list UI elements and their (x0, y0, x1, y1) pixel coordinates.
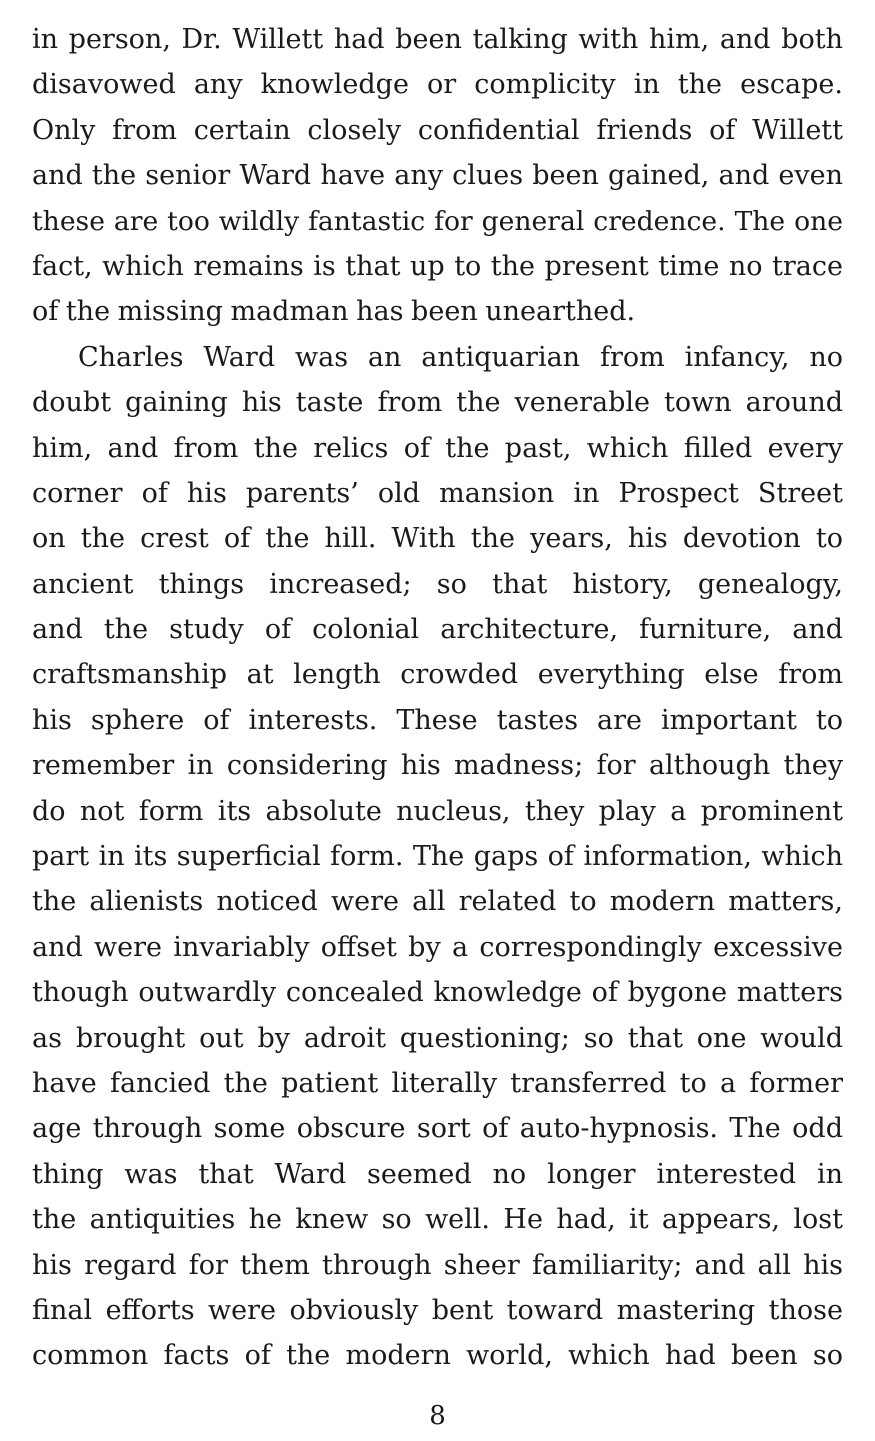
text-line: age through some obscure sort of auto-hypnosis. The odd (32, 1113, 843, 1145)
text-line: common facts of the modern world, which had been so (32, 1340, 843, 1372)
text-line: though outwardly concealed knowledge of bygone matters (32, 977, 843, 1009)
text-line: doubt gaining his taste from the venerable town around (32, 387, 843, 419)
text-line: him, and from the relics of the past, which filled every (32, 432, 843, 464)
text-line: in person, Dr. Willett had been talking with him, and both (32, 24, 843, 55)
text-line: ancient things increased; so that history, genealogy, (32, 568, 843, 600)
text-line: part in its superficial form. The gaps of information, which (32, 841, 843, 873)
text-line: fact, which remains is that up to the present time no trace (32, 250, 843, 282)
text-line: and the study of colonial architecture, furniture, and (32, 614, 843, 646)
text-line: corner of his parents’ old mansion in Prospect Street (32, 477, 843, 509)
text-line: the antiquities he knew so well. He had, it appears, lost (32, 1204, 843, 1236)
text-line: and the senior Ward have any clues been gained, and even (32, 160, 843, 192)
text-line: have fancied the patient literally transferred to a former (32, 1067, 843, 1099)
text-line: craftsmanship at length crowded everything else from (32, 659, 843, 691)
text-line: Only from certain closely confidential friends of Willett (32, 114, 843, 146)
text-line: remember in considering his madness; for although they (32, 750, 843, 782)
text-line: do not form its absolute nucleus, they play a prominent (32, 795, 843, 827)
text-line: his regard for them through sheer familiarity; and all his (32, 1249, 843, 1281)
text-line: final efforts were obviously bent toward mastering those (32, 1294, 843, 1326)
text-line: of the missing madman has been unearthed. (32, 296, 636, 328)
text-line: as brought out by adroit questioning; so that one would (32, 1022, 843, 1054)
text-line: his sphere of interests. These tastes are important to (32, 704, 843, 736)
paragraph-1 (32, 17, 843, 335)
text-line: these are too wildly fantastic for general credence. The one (32, 205, 843, 237)
page-number: 8 (429, 1401, 446, 1431)
text-line: disavowed any knowledge or complicity in the escape. (32, 69, 843, 101)
page-body (32, 17, 843, 1379)
text-line: on the crest of the hill. With the years, his devotion to (32, 523, 843, 555)
text-line: thing was that Ward seemed no longer interested in (32, 1158, 843, 1190)
text-line: Charles Ward was an antiquarian from infancy, no (78, 341, 843, 373)
paragraph-2 (32, 335, 843, 1379)
text-line: the alienists noticed were all related to modern matters, (32, 886, 843, 918)
text-line: and were invariably offset by a correspondingly excessive (32, 931, 843, 963)
